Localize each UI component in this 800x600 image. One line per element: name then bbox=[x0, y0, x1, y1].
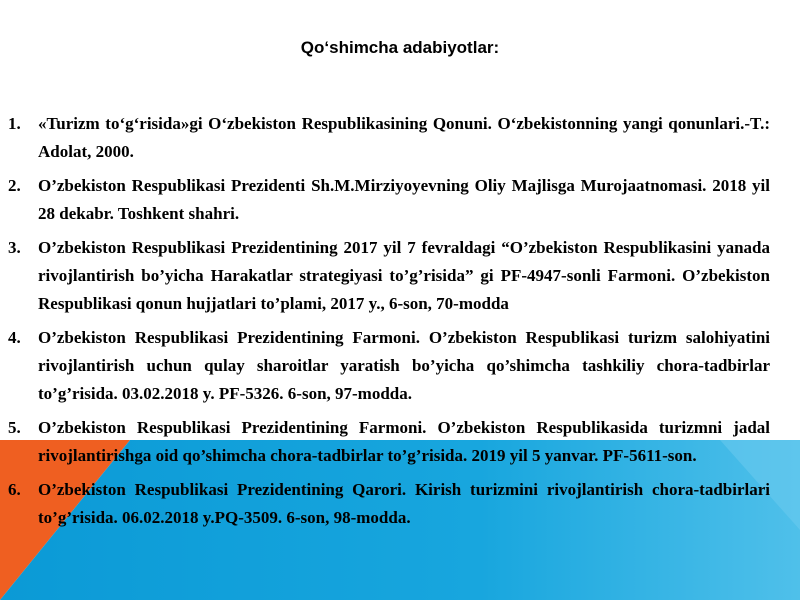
list-item bbox=[8, 172, 770, 228]
item-number: 5. bbox=[8, 418, 21, 437]
item-text: O’zbekiston Respublikasi Prezidenti Sh.M.Mirziyoyevning Oliy Majlisga Murojaatnomasi. 2018 yil 28 dekabr. Toshkent shahri. bbox=[38, 176, 770, 223]
item-text: O’zbekiston Respublikasi Prezidentining 2017 yil 7 fevraldagi “O’zbekiston Respublikasini yanada rivojlantirish bo’yicha Harakatlar strategiyasi to’g’risida” gi PF-4947-sonli Farmoni. O’zbekiston Respublikasi qonun hujjatlari to’plami, 2017 y., 6-son, 70-modda bbox=[38, 238, 770, 313]
item-text: O’zbekiston Respublikasi Prezidentining Farmoni. O’zbekiston Respublikasida turizmni jadal rivojlantirishga oid qo’shimcha chora-tadbirlar to’g’risida. 2019 yil 5 yanvar. PF-5611-son. bbox=[38, 418, 770, 465]
page-title: Qo‘shimcha adabiyotlar: bbox=[300, 38, 500, 57]
list-item bbox=[8, 324, 770, 408]
item-text: O’zbekiston Respublikasi Prezidentining Qarori. Kirish turizmini rivojlantirish chora-tadbirlari to’g’risida. 06.02.2018 y.PQ-3509. 6-son, 98-modda. bbox=[38, 480, 770, 527]
item-number: 2. bbox=[8, 176, 21, 195]
list-item bbox=[8, 234, 770, 318]
item-number: 4. bbox=[8, 328, 21, 347]
item-text: O’zbekiston Respublikasi Prezidentining Farmoni. O’zbekiston Respublikasi turizm salohiyatini rivojlantirish uchun qulay sharoitlar yaratish bo’yicha qo’shimcha tashkiliy chora-tadbirlar to’g’risida. 03.02.2018 y. PF-5326. 6-son, 97-modda. bbox=[38, 328, 770, 403]
item-number: 3. bbox=[8, 238, 21, 257]
list-item bbox=[8, 414, 770, 470]
item-number: 1. bbox=[8, 114, 21, 133]
item-number: 6. bbox=[8, 480, 21, 499]
list-item bbox=[8, 110, 770, 166]
reference-list bbox=[8, 110, 770, 538]
item-text: «Turizm to‘g‘risida»gi O‘zbekiston Respublikasining Qonuni. O‘zbekistonning yangi qonunlari.-T.: Adolat, 2000. bbox=[38, 114, 770, 161]
list-item bbox=[8, 476, 770, 532]
